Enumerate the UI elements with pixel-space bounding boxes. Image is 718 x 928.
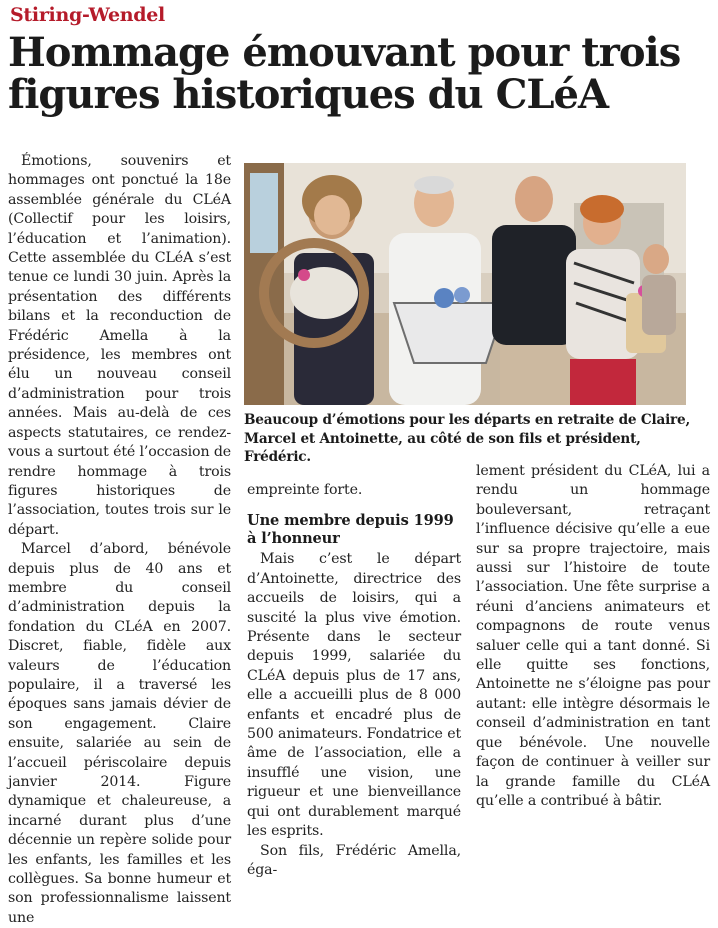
paragraph: empreinte forte. bbox=[247, 482, 363, 498]
photo-illustration bbox=[244, 163, 686, 405]
photo-caption: Beaucoup d’émotions pour les départs en retraite de Claire, Marcel et Antoinette, au côté de son fils et président, Frédéric. bbox=[244, 412, 690, 465]
column-1 bbox=[8, 152, 231, 928]
article-headline: Hommage émouvant pour trois figures historiques du CLéA bbox=[8, 29, 681, 118]
paragraph: Mais c’est le départ d’Antoinette, directrice des accueils de loisirs, qui a suscité la plus vive émotion. Présente dans le secteur depuis 1999, salariée du CLéA depuis plus de 17 ans, elle a accueilli plus de 8 000 enfants et encadré plus de 500 animateurs. Fondatrice et âme de l’association, elle a insufflé une vision, une rigueur et une bienveillance qui ont durablement marqué les esprits. bbox=[247, 551, 461, 840]
paragraph: Émotions, souvenirs et hommages ont ponctué la 18e assemblée générale du CLéA (Collectif pour les loisirs, l’éducation et l’animation). Cette assemblée du CLéA s’est tenue ce lundi 30 juin. Après la présentation des différents bilans et la reconduction de Frédéric Amella à la présidence, les membres ont élu un nouveau conseil d’administration pour trois années. Mais au-delà de ces aspects statutaires, ce rendez-vous a surtout été l’occasion de rendre hommage à trois figures historiques de l’association, toutes trois sur le départ. bbox=[8, 153, 231, 538]
column-2 bbox=[247, 481, 461, 880]
section-kicker: Stiring-Wendel bbox=[10, 4, 165, 26]
paragraph: lement président du CLéA, lui a rendu un hommage bouleversant, retraçant l’influence décisive qu’elle a eue sur sa propre trajectoire, mais aussi sur l’histoire de toute l’association. Une fête surprise a réuni d’anciens animateurs et compagnons de route venus saluer celle qui a tant donné. Si elle quitte ses fonctions, Antoinette ne s’éloigne pas pour autant: elle intègre désormais le conseil d’administration en tant que bénévole. Une nouvelle façon de continuer à veiller sur la grande famille du CLéA qu’elle a contribué à bâtir. bbox=[476, 463, 710, 809]
column-3 bbox=[476, 462, 710, 811]
subheading: Une membre depuis 1999 à l’honneur bbox=[247, 512, 454, 548]
article-photo bbox=[244, 163, 686, 405]
paragraph: Son fils, Frédéric Amella, éga- bbox=[247, 842, 461, 878]
paragraph: Marcel d’abord, bénévole depuis plus de 40 ans et membre du conseil d’administration depuis la fondation du CLéA en 2007. Discret, fiable, fidèle aux valeurs de l’éducation populaire, il a traversé les époques sans jamais dévier de son engagement. Claire ensuite, salariée au sein de l’accueil périscolaire depuis janvier 2014. Figure dynamique et chaleureuse, a incarné durant plus d’une décennie un repère solide pour les enfants, les familles et les collègues. Sa bonne humeur et son professionnalisme laissent une bbox=[8, 541, 231, 926]
